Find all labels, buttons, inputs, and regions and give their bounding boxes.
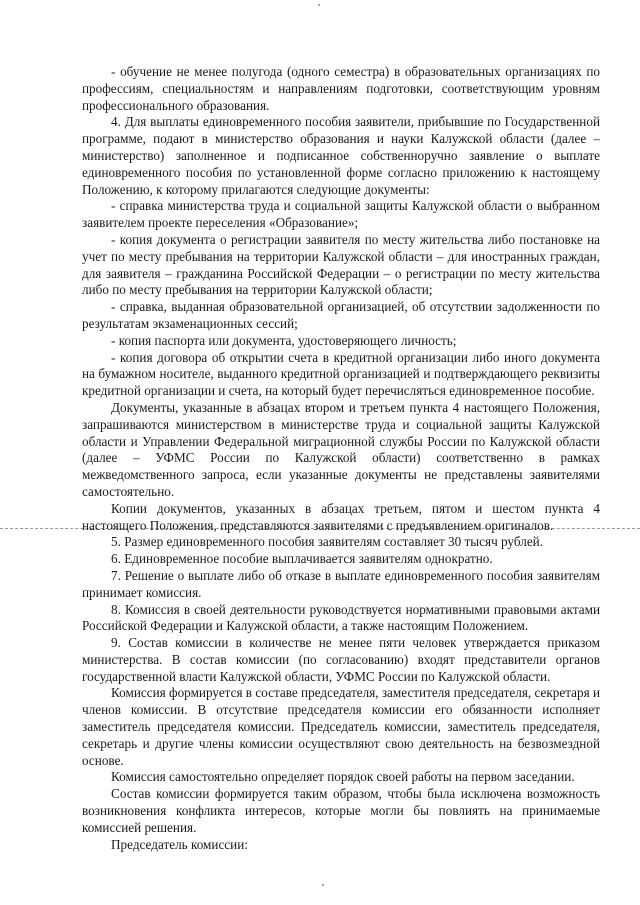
paragraph-item-4: 4. Для выплаты единовременного пособия заявители, прибывшие по Государственной программе, подают в министерство образования и науки Калужской области (далее – министерство) заполненное и подписанное собственноручно заявление о выплате единовременного пособия по установленной форме согласно приложению к настоящему Положению, к которому прилагаются следующие документы: (82, 114, 600, 197)
paragraph-copies-originals: Копии документов, указанных в абзацах третьем, пятом и шестом пункта 4 настоящего Положения, представляются заявителями с предъявлением оригиналов. (82, 500, 600, 533)
paragraph-item-7: 7. Решение о выплате либо об отказе в выплате единовременного пособия заявителям принимает комиссия. (82, 567, 600, 600)
scan-speck (322, 884, 324, 886)
paragraph-item-6: 6. Единовременное пособие выплачивается заявителям однократно. (111, 551, 493, 567)
paragraph-doc-education-certificate: - справка, выданная образовательной организацией, об отсутствии задолженности по результатам экзаменационных сессий; (82, 299, 600, 331)
paragraph-education-requirement: - обучение не менее полугода (одного семестра) в образовательных организациях по профессиям, специальностям и направлениям подготовки, соответствующим уровням профессионального образования. (82, 64, 600, 113)
paragraph-commission-procedure: Комиссия самостоятельно определяет порядок своей работы на первом заседании. (111, 769, 575, 785)
paragraph-commission-composition: Комиссия формируется в составе председателя, заместителя председателя, секретаря и членов комиссии. В отсутствие председателя комиссии его обязанности исполняет заместитель председателя комиссии. Председатель комиссии, заместитель председателя, секретарь и другие члены комиссии осуществляют свою деятельность на безвозмездной основе. (82, 685, 600, 768)
paragraph-doc-passport: - копия паспорта или документа, удостоверяющего личность; (111, 332, 457, 348)
paragraph-doc-labor-certificate: - справка министерства труда и социальной защиты Калужской области о выбранном заявителем проекте переселения «Образование»; (82, 198, 600, 231)
scan-speck (318, 4, 320, 6)
document-page (82, 64, 600, 853)
paragraph-doc-bank-account: - копия договора об открытии счета в кредитной организации либо иного документа на бумажном носителе, выданного кредитной организацией и подтверждающего реквизиты кредитной организации и счета, на который будет перечисляться единовременное пособие. (82, 349, 600, 399)
paragraph-interagency-request: Документы, указанные в абзацах втором и третьем пункта 4 настоящего Положения, запрашиваются министерством в министерстве труда и социальной защиты Калужской области и Управлении Федеральной миграционной службы России по Калужской области (далее – УФМС России по Калужской области) соответственно в рамках межведомственного запроса, если указанные документы не представлены заявителями самостоятельно. (82, 399, 600, 499)
paragraph-item-8: 8. Комиссия в своей деятельности руководствуется нормативными правовыми актами Российской Федерации и Калужской области, а также настоящим Положением. (82, 601, 600, 634)
paragraph-conflict-of-interest: Состав комиссии формируется таким образом, чтобы была исключена возможность возникновения конфликта интересов, которые могли бы повлиять на принимаемые комиссией решения. (82, 786, 600, 835)
paragraph-doc-registration: - копия документа о регистрации заявителя по месту жительства либо постановке на учет по месту пребывания на территории Калужской области – для иностранных граждан, для заявителя – гражданина Российской Федерации – о регистрации по месту жительства либо по месту пребывания на территории Калужской области; (82, 231, 600, 298)
paragraph-item-5: 5. Размер единовременного пособия заявителям составляет 30 тысяч рублей. (111, 534, 544, 550)
paragraph-chairman: Председатель комиссии: (111, 836, 248, 852)
paragraph-item-9: 9. Состав комиссии в количестве не менее пяти человек утверждается приказом министерства. В состав комиссии (по согласованию) входят представители органов государственной власти Калужской области, УФМС России по Калужской области. (82, 635, 600, 684)
